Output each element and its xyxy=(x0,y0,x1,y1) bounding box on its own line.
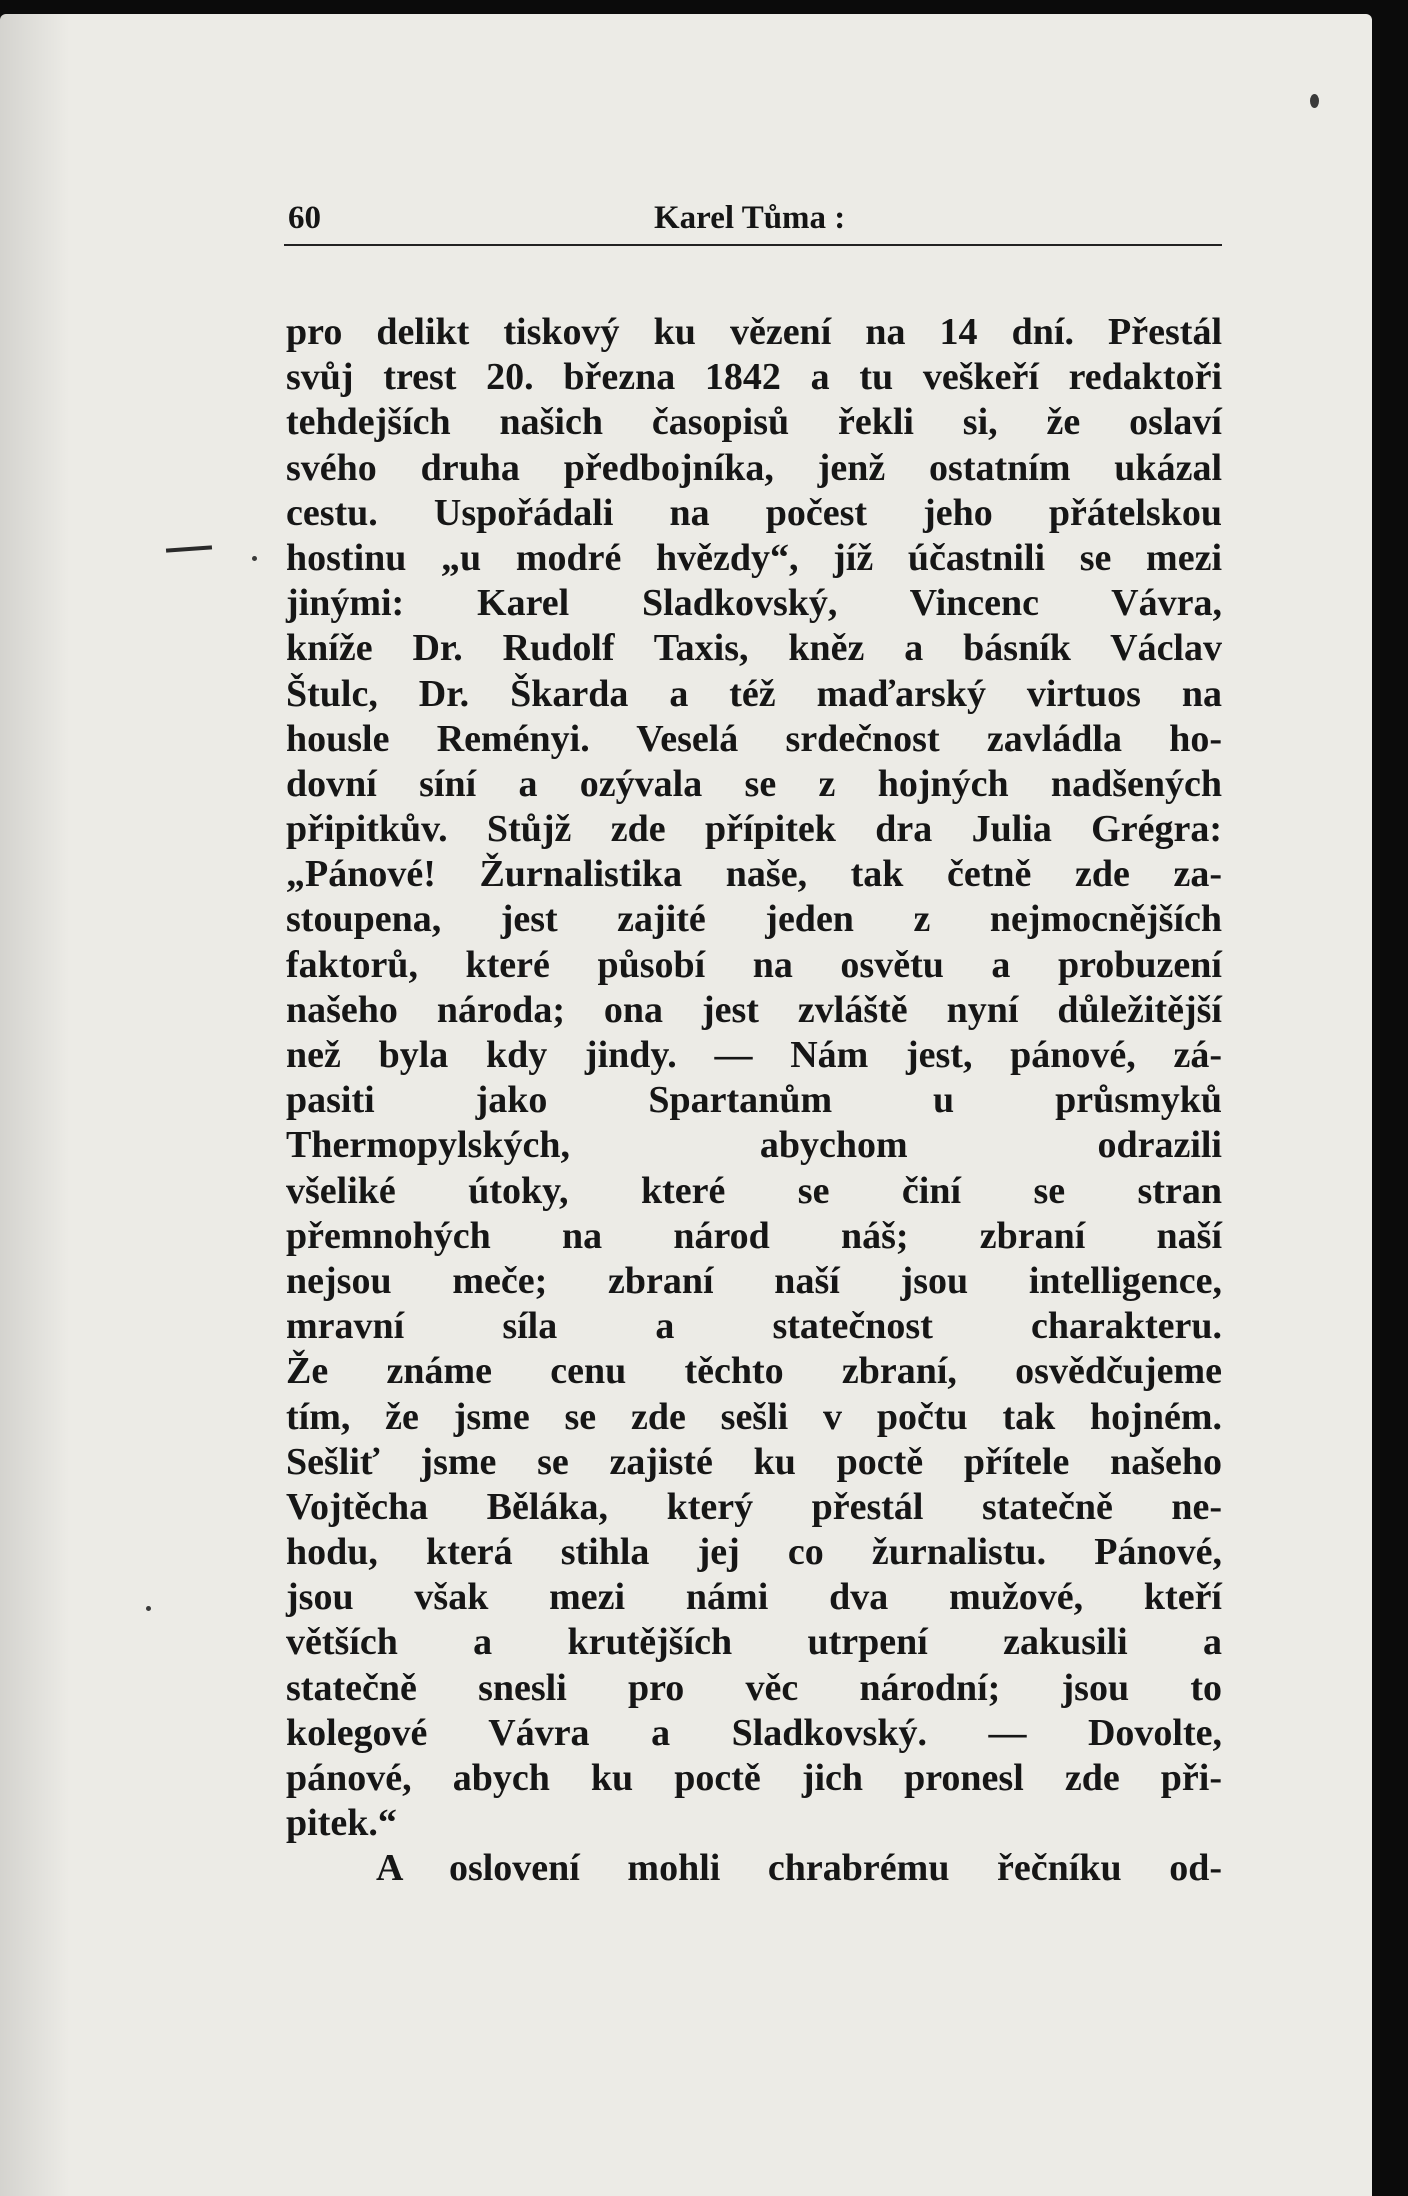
text-line: pasiti jako Spartanům u průsmyků xyxy=(286,1079,1222,1122)
text-line: pánové, abych ku poctě jich pronesl zde při- xyxy=(286,1757,1222,1799)
paper-speck xyxy=(1310,94,1319,108)
text-line: přemnohých na národ náš; zbraní naší xyxy=(286,1214,1222,1257)
text-line: Thermopylských, abychom odrazili xyxy=(286,1124,1222,1167)
running-title: Karel Tůma : xyxy=(654,200,846,236)
text-line: větších a krutějších utrpení zakusili a xyxy=(286,1621,1222,1664)
text-line: Že známe cenu těchto zbraní, osvědčujeme xyxy=(286,1350,1222,1393)
text-line: než byla kdy jindy. — Nám jest, pánové, zá- xyxy=(286,1034,1222,1076)
text-line: tehdejších našich časopisů řekli si, že oslaví xyxy=(286,401,1222,444)
text-line: A oslovení mohli chrabrému řečníku od- xyxy=(376,1847,1222,1890)
body-text xyxy=(286,310,1222,1892)
text-line: jsou však mezi námi dva mužové, kteří xyxy=(286,1576,1222,1619)
text-line: kníže Dr. Rudolf Taxis, kněz a básník Václav xyxy=(286,627,1222,670)
running-header xyxy=(284,196,1222,246)
text-line: pitek.“ xyxy=(286,1802,397,1845)
book-page xyxy=(0,14,1372,2196)
text-line: „Pánové! Žurnalistika naše, tak četně zde za- xyxy=(286,853,1222,896)
text-line: statečně snesli pro věc národní; jsou to xyxy=(286,1666,1222,1709)
text-line: svého druha předbojníka, jenž ostatním ukázal xyxy=(286,446,1222,489)
text-line: připitkův. Stůjž zde přípitek dra Julia Grégra: xyxy=(286,808,1222,851)
text-line: našeho národa; ona jest zvláště nyní důležitější xyxy=(286,988,1222,1031)
text-line: jinými: Karel Sladkovský, Vincenc Vávra, xyxy=(286,582,1222,625)
text-line: svůj trest 20. března 1842 a tu veškeří redaktoři xyxy=(286,356,1222,399)
margin-pencil-mark xyxy=(166,545,212,552)
text-line: stoupena, jest zajité jeden z nejmocnějších xyxy=(286,898,1222,941)
paper-speck xyxy=(252,556,257,561)
paper-speck xyxy=(146,1606,151,1611)
text-line: hodu, která stihla jej co žurnalistu. Pánové, xyxy=(286,1531,1222,1574)
text-line: nejsou meče; zbraní naší jsou intelligence, xyxy=(286,1259,1222,1302)
text-line: všeliké útoky, které se činí se stran xyxy=(286,1169,1222,1212)
text-line: Štulc, Dr. Škarda a též maďarský virtuos na xyxy=(286,672,1222,715)
text-line: mravní síla a statečnost charakteru. xyxy=(286,1305,1222,1348)
text-line: tím, že jsme se zde sešli v počtu tak hojném. xyxy=(286,1395,1222,1438)
text-line: kolegové Vávra a Sladkovský. — Dovolte, xyxy=(286,1711,1222,1754)
text-line: housle Reményi. Veselá srdečnost zavládla ho- xyxy=(286,717,1222,760)
page-number: 60 xyxy=(288,200,321,236)
text-line: dovní síní a ozývala se z hojných nadšených xyxy=(286,762,1222,805)
text-line: faktorů, které působí na osvětu a probuzení xyxy=(286,943,1222,986)
text-line: cestu. Uspořádali na počest jeho přátelskou xyxy=(286,491,1222,534)
text-line: Vojtěcha Běláka, který přestál statečně ne- xyxy=(286,1485,1222,1528)
text-line: pro delikt tiskový ku vězení na 14 dní. Přestál xyxy=(286,311,1222,353)
text-line: hostinu „u modré hvězdy“, jíž účastnili se mezi xyxy=(286,536,1222,579)
page-edge-shadow xyxy=(0,14,70,2196)
text-line: Sešliť jsme se zajisté ku poctě přítele našeho xyxy=(286,1440,1222,1483)
